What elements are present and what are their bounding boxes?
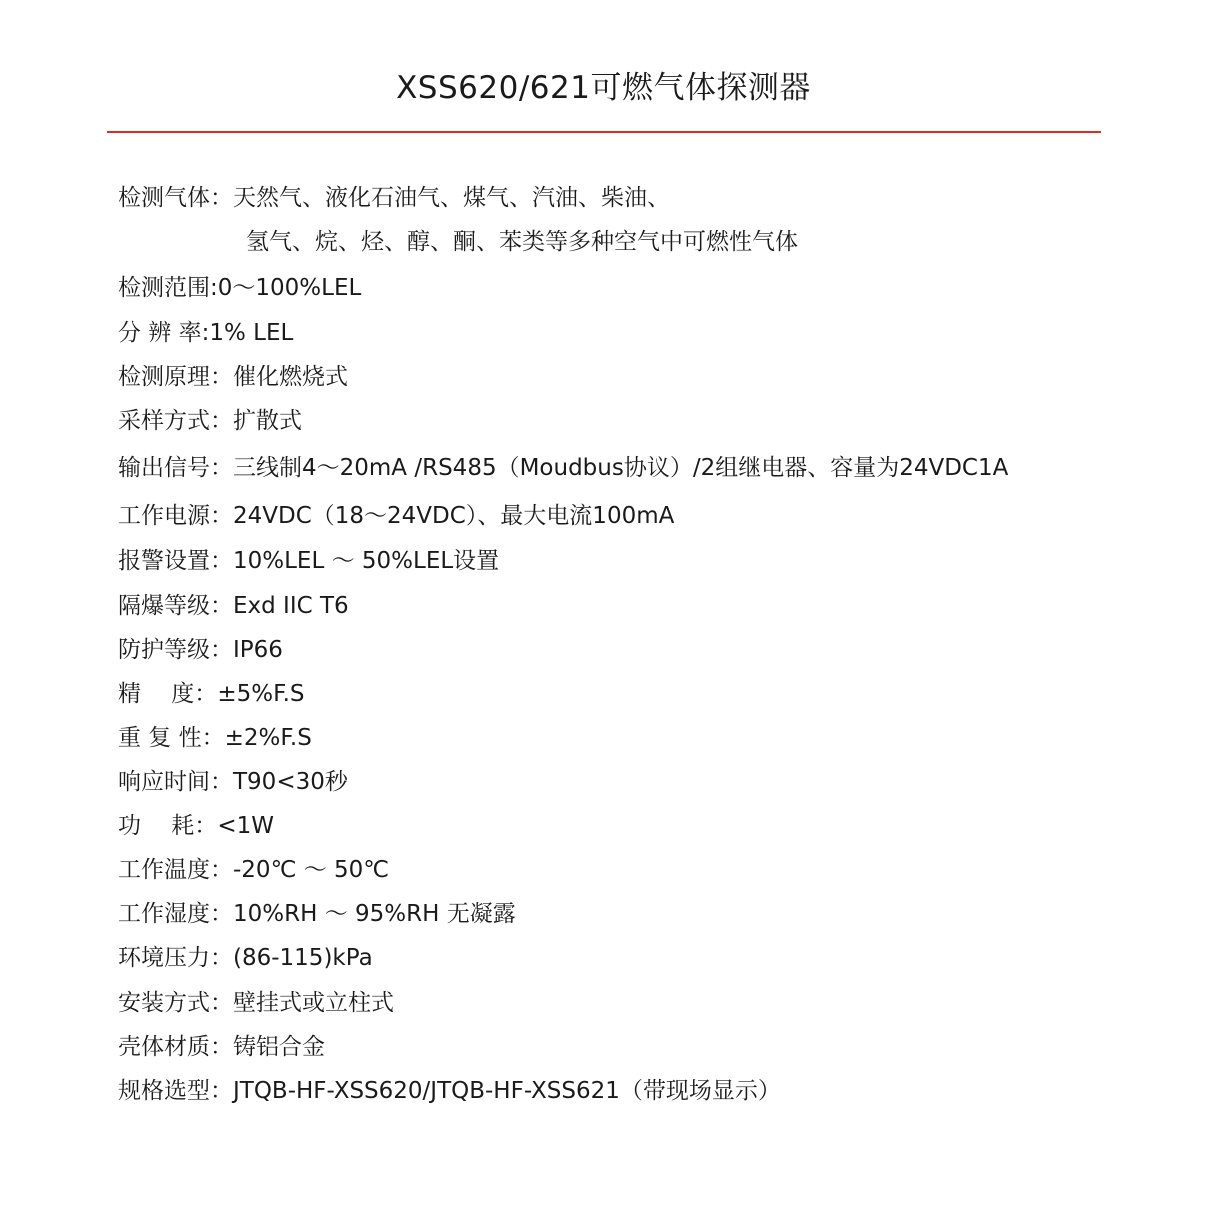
spec-label: 工作湿度：	[118, 901, 233, 927]
spec-row-accuracy	[118, 679, 305, 709]
spec-label: 检测气体：	[118, 185, 233, 211]
spec-label: 安装方式：	[118, 990, 233, 1016]
spec-value: 天然气、液化石油气、煤气、汽油、柴油、	[233, 185, 670, 211]
spec-row-output	[118, 453, 1008, 483]
spec-label: 工作电源：	[118, 503, 233, 529]
spec-label: 采样方式：	[118, 408, 233, 434]
spec-row-range	[118, 273, 361, 303]
spec-value: T90<30秒	[233, 769, 348, 795]
spec-value: JTQB-HF-XSS620/JTQB-HF-XSS621（带现场显示）	[233, 1078, 781, 1104]
spec-value: 壁挂式或立柱式	[233, 990, 394, 1016]
page-title: XSS620/621可燃气体探测器	[396, 70, 811, 106]
spec-label: 功 耗：	[118, 813, 218, 839]
spec-row-housing	[118, 1032, 325, 1062]
spec-value: -20℃ ～ 50℃	[233, 857, 390, 883]
spec-row-resolution	[118, 318, 293, 348]
spec-label: 检测范围:	[118, 275, 218, 301]
spec-value: 三线制4～20mA /RS485（Moudbus协议）/2组继电器、容量为24VDC1A	[233, 455, 1009, 481]
spec-row-humidity	[118, 899, 516, 929]
spec-row-repeatability	[118, 723, 312, 753]
spec-row-pressure	[118, 943, 373, 973]
spec-value: ±2%F.S	[224, 725, 312, 751]
spec-row-detected-gas	[118, 183, 670, 213]
spec-label: 工作温度：	[118, 857, 233, 883]
spec-value: ±5%F.S	[217, 681, 305, 707]
spec-value: (86-115)kPa	[233, 945, 373, 971]
spec-value: 10%RH ～ 95%RH 无凝露	[233, 901, 516, 927]
spec-row-principle	[118, 362, 348, 392]
spec-value: 铸铝合金	[233, 1034, 325, 1060]
spec-value: 24VDC（18～24VDC）、最大电流100mA	[233, 503, 675, 529]
spec-value: Exd IIC T6	[233, 593, 349, 619]
spec-row-power	[118, 501, 674, 531]
spec-value: 0～100%LEL	[217, 275, 362, 301]
spec-row-sampling	[118, 406, 302, 436]
spec-row-alarm	[118, 546, 499, 576]
spec-label: 输出信号：	[118, 455, 233, 481]
spec-value: 10%LEL ～ 50%LEL设置	[233, 548, 500, 574]
spec-label: 环境压力：	[118, 945, 233, 971]
spec-row-detected-gas-continued: 氢气、烷、烃、醇、酮、苯类等多种空气中可燃性气体	[246, 229, 798, 255]
spec-value: 1% LEL	[209, 320, 294, 346]
spec-row-temperature	[118, 855, 389, 885]
title-divider	[107, 131, 1101, 133]
spec-label: 规格选型：	[118, 1078, 233, 1104]
spec-row-installation	[118, 988, 394, 1018]
spec-row-model	[118, 1076, 781, 1106]
spec-value: IP66	[233, 637, 283, 663]
spec-label: 检测原理：	[118, 364, 233, 390]
spec-label: 响应时间：	[118, 769, 233, 795]
spec-label: 防护等级：	[118, 637, 233, 663]
spec-label: 分 辨 率:	[118, 320, 210, 346]
spec-row-response	[118, 767, 348, 797]
spec-label: 精 度：	[118, 681, 218, 707]
spec-label: 隔爆等级：	[118, 593, 233, 619]
spec-row-consumption	[118, 811, 274, 841]
spec-label: 报警设置：	[118, 548, 233, 574]
spec-label: 重 复 性：	[118, 725, 225, 751]
spec-value: <1W	[217, 813, 274, 839]
spec-value: 催化燃烧式	[233, 364, 348, 390]
spec-row-protection	[118, 635, 283, 665]
spec-row-explosion-proof	[118, 591, 349, 621]
spec-value: 扩散式	[233, 408, 302, 434]
spec-label: 壳体材质：	[118, 1034, 233, 1060]
